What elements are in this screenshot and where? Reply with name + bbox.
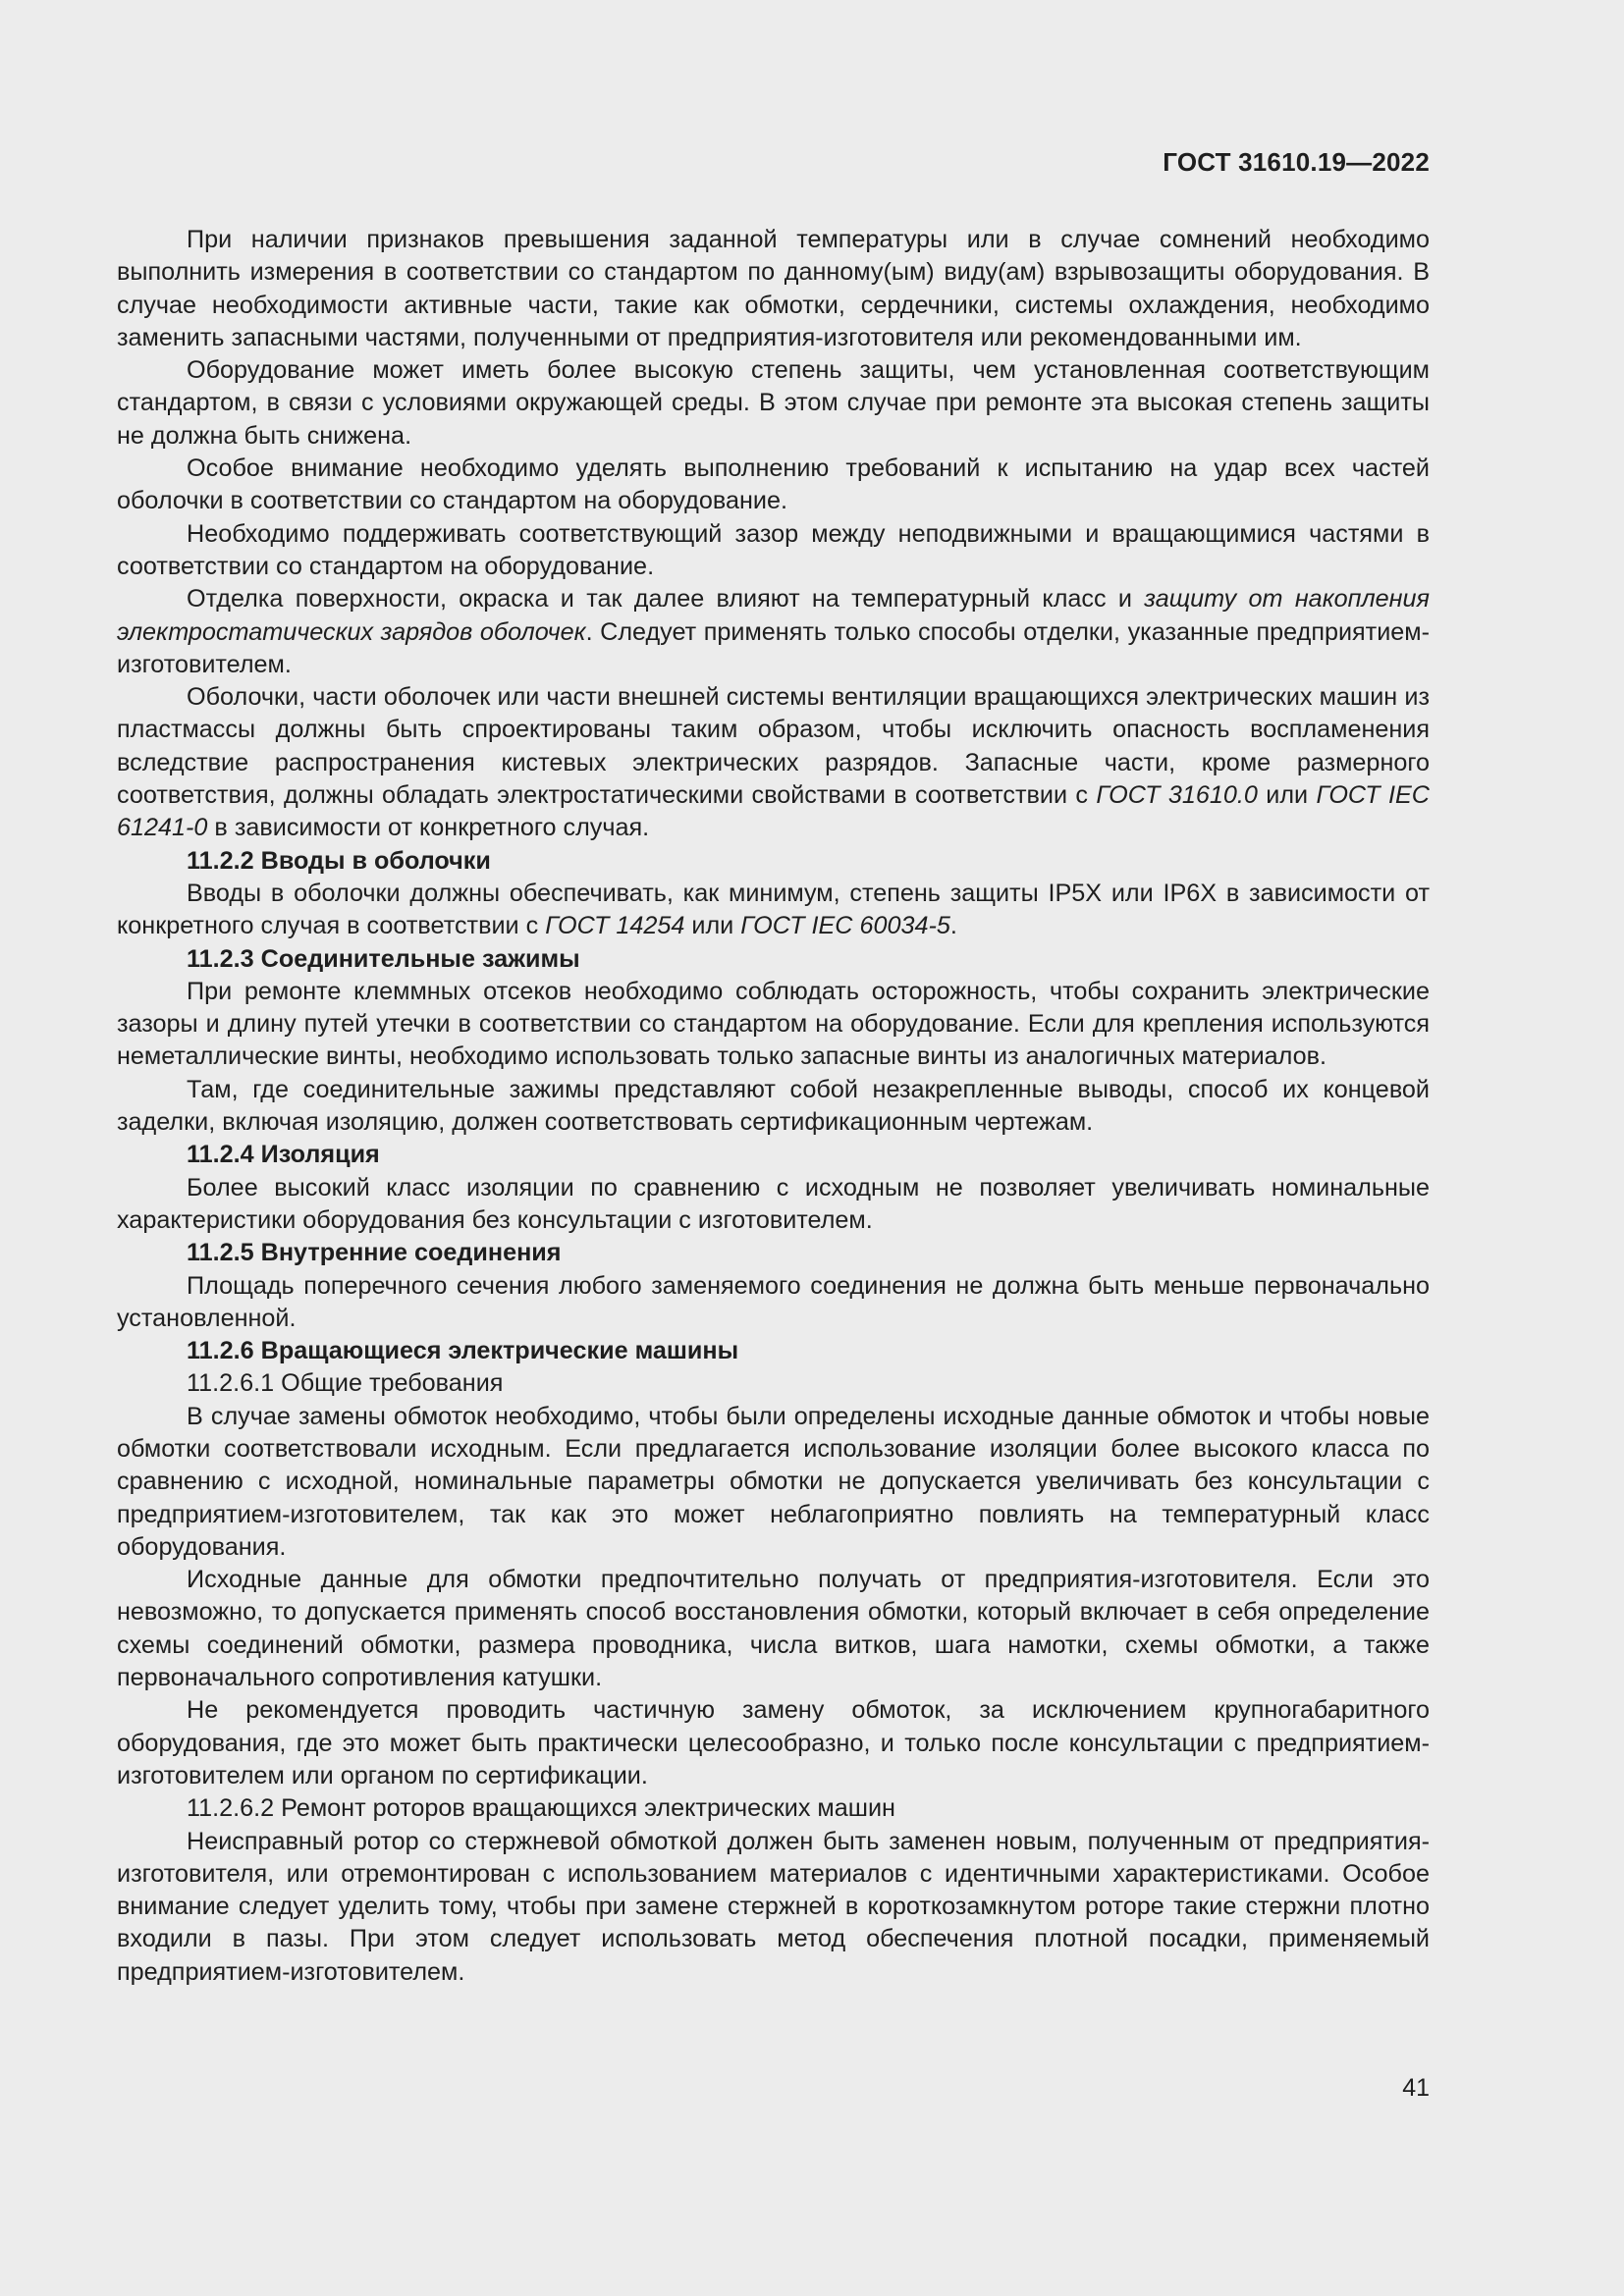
section-heading: 11.2.6 Вращающиеся электрические машины: [187, 1337, 739, 1365]
document-body: [117, 224, 1430, 1989]
paragraph: [117, 583, 1430, 681]
section-heading: 11.2.4 Изоляция: [187, 1141, 380, 1169]
text-run: в зависимости от конкретного случая.: [207, 814, 650, 842]
standard-reference: ГОСТ IEC 60034-5: [740, 912, 950, 940]
paragraph: [117, 878, 1430, 943]
italic-text: защиту от накопления электростатических зарядов оболочек: [117, 585, 1430, 646]
paragraph: Более высокий класс изоляции по сравнению с исходным не позволяет увеличивать номинальные характеристики оборудования без консультации с изготовителем.: [117, 1173, 1430, 1234]
text-run: или: [684, 912, 741, 940]
paragraph: При ремонте клеммных отсеков необходимо соблюдать осторожность, чтобы сохранить электрические зазоры и длину путей утечки в соответствии со стандартом на оборудование. Если для крепления используются неметаллические винты, необходимо использовать только запасные винты из аналогичных материалов.: [117, 977, 1430, 1071]
section-heading: 11.2.5 Внутренние соединения: [187, 1239, 562, 1267]
document-header: ГОСТ 31610.19—2022: [1163, 147, 1430, 177]
subsection-heading: 11.2.6.2 Ремонт роторов вращающихся электрических машин: [187, 1794, 895, 1823]
subsection-heading: 11.2.6.1 Общие требования: [187, 1369, 504, 1398]
standard-reference: ГОСТ IEC 61241-0: [117, 781, 1430, 842]
paragraph: В случае замены обмоток необходимо, чтобы были определены исходные данные обмоток и чтобы новые обмотки соответствовали исходным. Если предлагается использование изоляции более высокого класса по сравнению с исходной, номинальные параметры обмотки не допускается увеличивать без консультации с предприятием-изготовителем, так как это может неблагоприятно повлиять на температурный класс оборудования.: [117, 1402, 1430, 1561]
paragraph: Особое внимание необходимо уделять выполнению требований к испытанию на удар всех частей оболочки в соответствии со стандартом на оборудование.: [117, 454, 1430, 515]
text-run: Вводы в оболочки должны обеспечивать, как минимум, степень защиты IP5X или IP6X в зависимости от конкретного случая в соответствии с: [117, 879, 1430, 940]
paragraph: При наличии признаков превышения заданной температуры или в случае сомнений необходимо выполнить измерения в соответствии со стандартом по данному(ым) виду(ам) взрывозащиты оборудования. В случае необходимости активные части, такие как обмотки, сердечники, системы охлаждения, необходимо заменить запасными частями, полученными от предприятия-изготовителя или рекомендованными им.: [117, 226, 1430, 351]
section-heading: 11.2.2 Вводы в оболочки: [187, 846, 491, 875]
text-run: Оболочки, части оболочек или части внешней системы вентиляции вращающихся электрических машин из пластмассы должны быть спроектированы таким образом, чтобы исключить опасность воспламенения вследствие распространения кистевых электрических разрядов. Запасные части, кроме размерного соответствия, должны обладать электростатическими свойствами в соответствии с: [117, 683, 1430, 810]
paragraph: Необходимо поддерживать соответствующий зазор между неподвижными и вращающимися частями в соответствии со стандартом на оборудование.: [117, 519, 1430, 580]
text-run: Отделка поверхности, окраска и так далее влияют на температурный класс и: [187, 585, 1145, 614]
paragraph: Там, где соединительные зажимы представляют собой незакрепленные выводы, способ их концевой заделки, включая изоляцию, должен соответствовать сертификационным чертежам.: [117, 1075, 1430, 1137]
text-run: . Следует применять только способы отделки, указанные предприятием-изготовителем.: [117, 617, 1430, 678]
paragraph: Неисправный ротор со стержневой обмоткой должен быть заменен новым, полученным от предприятия-изготовителя, или отремонтирован с использованием материалов с идентичными характеристиками. Особое внимание следует уделить тому, чтобы при замене стержней в короткозамкнутом роторе такие стержни плотно входили в пазы. При этом следует использовать метод обеспечения плотной посадки, применяемый предприятием-изготовителем.: [117, 1827, 1430, 1986]
standard-reference: ГОСТ 14254: [545, 912, 685, 940]
paragraph: Площадь поперечного сечения любого заменяемого соединения не должна быть меньше первоначально установленной.: [117, 1271, 1430, 1332]
paragraph: Оборудование может иметь более высокую степень защиты, чем установленная соответствующим стандартом, в связи с условиями окружающей среды. В этом случае при ремонте эта высокая степень защиты не должна быть снижена.: [117, 356, 1430, 450]
text-run: .: [949, 912, 957, 940]
paragraph: Не рекомендуется проводить частичную замену обмоток, за исключением крупногабаритного оборудования, где это может быть практически целесообразно, и только после консультации с предприятием-изготовителем или органом по сертификации.: [117, 1696, 1430, 1789]
section-heading: 11.2.3 Соединительные зажимы: [187, 944, 580, 973]
paragraph: [117, 681, 1430, 844]
page-number: 41: [1402, 2074, 1430, 2102]
paragraph: Исходные данные для обмотки предпочтительно получать от предприятия-изготовителя. Если это невозможно, то допускается применять способ восстановления обмотки, который включает в себя определение схемы соединений обмотки, размера проводника, числа витков, шага намотки, схемы обмотки, а также первоначального сопротивления катушки.: [117, 1566, 1430, 1692]
standard-reference: ГОСТ 31610.0: [1096, 781, 1258, 810]
text-run: или: [1257, 781, 1317, 810]
